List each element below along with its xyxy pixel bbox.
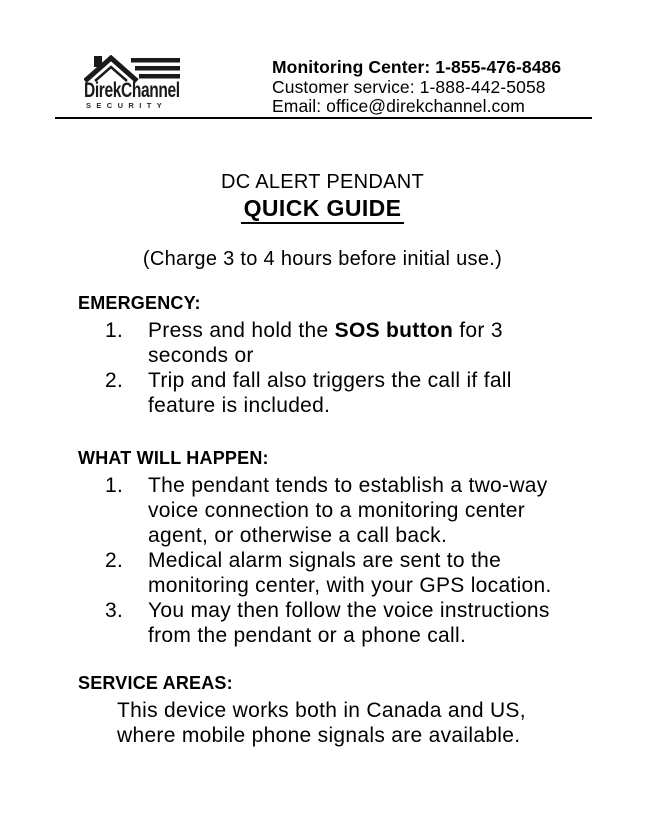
emergency-list [78, 318, 558, 418]
item-number: 3. [105, 599, 124, 622]
contact-info-block [272, 58, 561, 117]
what-will-happen-heading: WHAT WILL HAPPEN: [78, 448, 269, 468]
item-text [148, 319, 503, 367]
service-areas-body: This device works both in Canada and US, where mobile phone signals are available. [117, 699, 526, 747]
item-text: You may then follow the voice instructions from the pendant or a phone call. [148, 599, 550, 647]
what-will-happen-list [78, 473, 558, 648]
customer-service-line: Customer service: 1-888-442-5058 [272, 76, 546, 97]
section-what-will-happen [78, 446, 558, 648]
section-service-areas [78, 671, 558, 748]
item-number: 2. [105, 369, 124, 392]
section-emergency [78, 291, 558, 418]
guide-title-row [0, 195, 645, 224]
item-text-bold: SOS button [334, 319, 454, 342]
item-text: The pendant tends to establish a two-way voice connection to a monitoring center agent, or otherwise a call back. [148, 474, 548, 547]
list-item [78, 368, 558, 418]
company-logo [84, 55, 194, 110]
item-number: 1. [105, 474, 124, 497]
guide-title: QUICK GUIDE [241, 195, 405, 224]
item-number: 2. [105, 549, 124, 572]
emergency-heading: EMERGENCY: [78, 293, 201, 313]
logo-brand-text: DirekChannel [84, 79, 180, 102]
product-title: DC ALERT PENDANT [220, 171, 424, 193]
service-areas-heading: SERVICE AREAS: [78, 673, 233, 693]
list-item [78, 598, 558, 648]
charge-note: (Charge 3 to 4 hours before initial use.) [142, 248, 503, 270]
header-divider-line [55, 117, 592, 119]
list-item [78, 318, 558, 368]
monitoring-center-line: Monitoring Center: 1-855-476-8486 [272, 57, 562, 77]
list-item [78, 473, 558, 548]
email-line: Email: office@direkchannel.com [272, 96, 525, 117]
item-text-prefix: Press and hold the [148, 319, 335, 342]
item-number: 1. [105, 319, 124, 342]
logo-tagline-text: SECURITY [86, 101, 168, 110]
item-text-suffix: for 3 seconds or [148, 319, 503, 367]
list-item [78, 548, 558, 598]
item-text: Medical alarm signals are sent to the monitoring center, with your GPS location. [148, 549, 552, 597]
item-text: Trip and fall also triggers the call if fall feature is included. [148, 369, 512, 417]
